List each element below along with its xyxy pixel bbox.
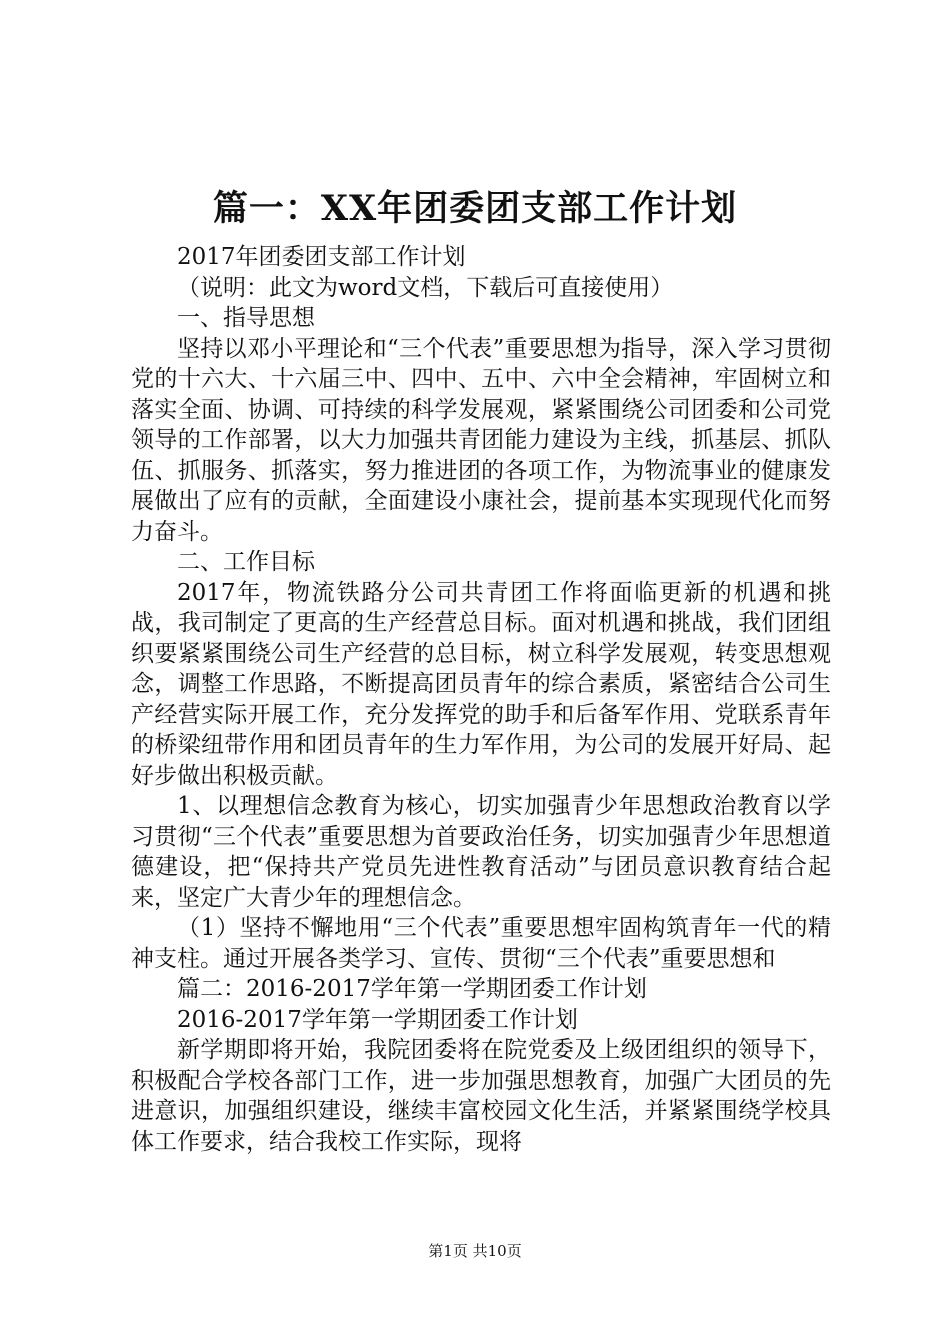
paragraph-part-two-intro: 新学期即将开始，我院团委将在院党委及上级团组织的领导下，积极配合学校各部门工作，进一步加强思想教育，加强广大团员的先进意识，加强组织建设，继续丰富校园文化生活，并紧紧围绕学校具体工作要求，结合我校工作实际，现将 <box>131 1037 831 1155</box>
document-body <box>131 242 831 1157</box>
paragraph-part-two-title: 2016-2017学年第一学期团委工作计划 <box>177 1006 578 1033</box>
section-heading-work-goals: 二、工作目标 <box>177 549 315 575</box>
paragraph-note: （说明：此文为word文档，下载后可直接使用） <box>177 274 674 301</box>
paragraph-work-goals: 2017年，物流铁路分公司共青团工作将面临更新的机遇和挑战，我司制定了更高的生产经营总目标。面对机遇和挑战，我们团组织要紧紧围绕公司生产经营的总目标，树立科学发展观，转变思想观念，调整工作思路，不断提高团员青年的综合素质，紧密结合公司生产经营实际开展工作，充分发挥党的助手和后备军作用、党联系青年的桥梁纽带作用和团员青年的生力军作用，为公司的发展开好局、起好步做出积极贡献。 <box>131 579 831 789</box>
paragraph-subtitle: 2017年团委团支部工作计划 <box>177 244 466 270</box>
paragraph-item-1: 1、以理想信念教育为核心，切实加强青少年思想政治教育以学习贯彻“三个代表”重要思想为首要政治任务，切实加强青少年思想道德建设，把“保持共产党员先进性教育活动”与团员意识教育结合起来，坚定广大青少年的理想信念。 <box>131 793 831 911</box>
document-title: 篇一：XX年团委团支部工作计划 <box>212 188 738 229</box>
paragraph-guiding-ideology: 坚持以邓小平理论和“三个代表”重要思想为指导，深入学习贯彻党的十六大、十六届三中、四中、五中、六中全会精神，牢固树立和落实全面、协调、可持续的科学发展观，紧紧围绕公司团委和公司党领导的工作部署，以大力加强共青团能力建设为主线，抓基层、抓队伍、抓服务、抓落实，努力推进团的各项工作，为物流事业的健康发展做出了应有的贡献，全面建设小康社会，提前基本实现现代化而努力奋斗。 <box>131 335 831 545</box>
section-heading-guiding-ideology: 一、指导思想 <box>177 305 315 331</box>
page-footer: 第1页 共10页 <box>428 1242 522 1260</box>
section-heading-part-two: 篇二：2016-2017学年第一学期团委工作计划 <box>177 976 647 1002</box>
paragraph-item-1-1: （1）坚持不懈地用“三个代表”重要思想牢固构筑青年一代的精神支柱。通过开展各类学习、宣传、贯彻“三个代表”重要思想和 <box>131 915 831 972</box>
